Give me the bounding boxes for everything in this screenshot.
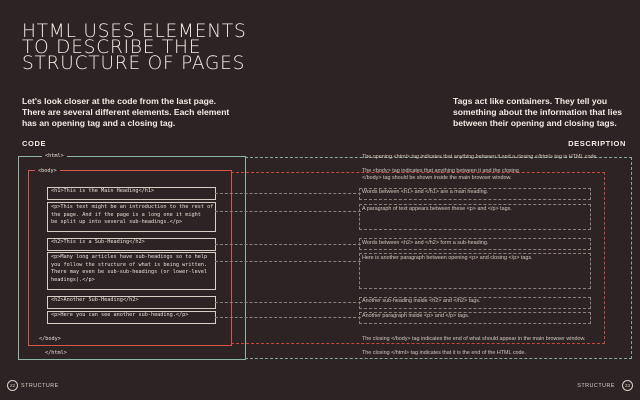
p3-code: <p>Here you can see another sub-heading.</p> xyxy=(51,312,189,318)
p1-code: <p>This text might be an introduction to the rest of the page. And if the page is a long one it might be split up into several sub-headings.</p> xyxy=(51,204,214,226)
h2a-connector xyxy=(215,244,361,245)
p1-description: A paragraph of text appears between these <p> and </p> tags. xyxy=(362,206,512,212)
p3-connector xyxy=(215,317,361,318)
body-close-description: The closing </body> tag indicates the end of what should appear in the main browser window. xyxy=(362,336,586,342)
right-page-number: 23 xyxy=(622,380,633,391)
p3-description: Another paragraph inside <p> and </p> tags. xyxy=(362,313,470,319)
h1-connector xyxy=(215,193,361,194)
h1-description: Words between <h1> and </h1> are a main heading. xyxy=(362,189,489,195)
body-close-tag: </body> xyxy=(36,336,64,344)
body-open-description: The <body> tag indicates that anything between it and the closing </body> tag should be shown inside the main browser window. xyxy=(362,168,519,182)
h2a-code: <h2>This is a Sub-Heading</h2> xyxy=(51,239,145,245)
html-close-tag: </html> xyxy=(42,350,70,358)
left-page-number: 22 xyxy=(7,380,18,391)
description-column-heading: DESCRIPTION xyxy=(568,139,626,148)
p2-code: <p>Many long articles have sub-headings so to help you follow the structure of what is being written. There may even be sub-sub-headings (or lower-level headings).</p> xyxy=(51,254,208,283)
h2b-code: <h2>Another Sub-Heading</h2> xyxy=(51,297,139,303)
right-footer-label: STRUCTURE xyxy=(577,383,615,389)
h1-code: <h1>This is the Main Heading</h1> xyxy=(51,188,155,194)
h2a-description: Words between <h2> and </h2> form a sub-heading. xyxy=(362,240,489,246)
p2-description: Here is another paragraph between opening <p> and closing </p> tags. xyxy=(362,255,533,261)
h2b-description: Another sub-heading inside <h2> and </h2> tags. xyxy=(362,298,481,304)
p1-connector xyxy=(215,211,361,212)
left-footer-label: STRUCTURE xyxy=(21,383,59,389)
html-open-description: The opening <html> tag indicates that anything between it and a closing </html> tag is HTML code. xyxy=(362,154,598,160)
intro-left-text: Let's look closer at the code from the last page. There are several different elements. Each element has an opening tag and a closing tag. xyxy=(22,96,230,129)
code-column-heading: CODE xyxy=(22,139,47,148)
intro-right-text: Tags act like containers. They tell you something about the information that lies between their opening and closing tags. xyxy=(453,96,623,129)
h2b-connector xyxy=(215,302,361,303)
p2-connector xyxy=(215,261,361,262)
html-close-description: The closing </html> tag indicates that it is the end of the HTML code. xyxy=(362,350,527,356)
page-title: HTML USES ELEMENTS TO DESCRIBE THE STRUCTURE OF PAGES xyxy=(22,21,247,74)
html-open-tag: <html> xyxy=(42,153,67,161)
body-open-tag: <body> xyxy=(35,168,60,176)
